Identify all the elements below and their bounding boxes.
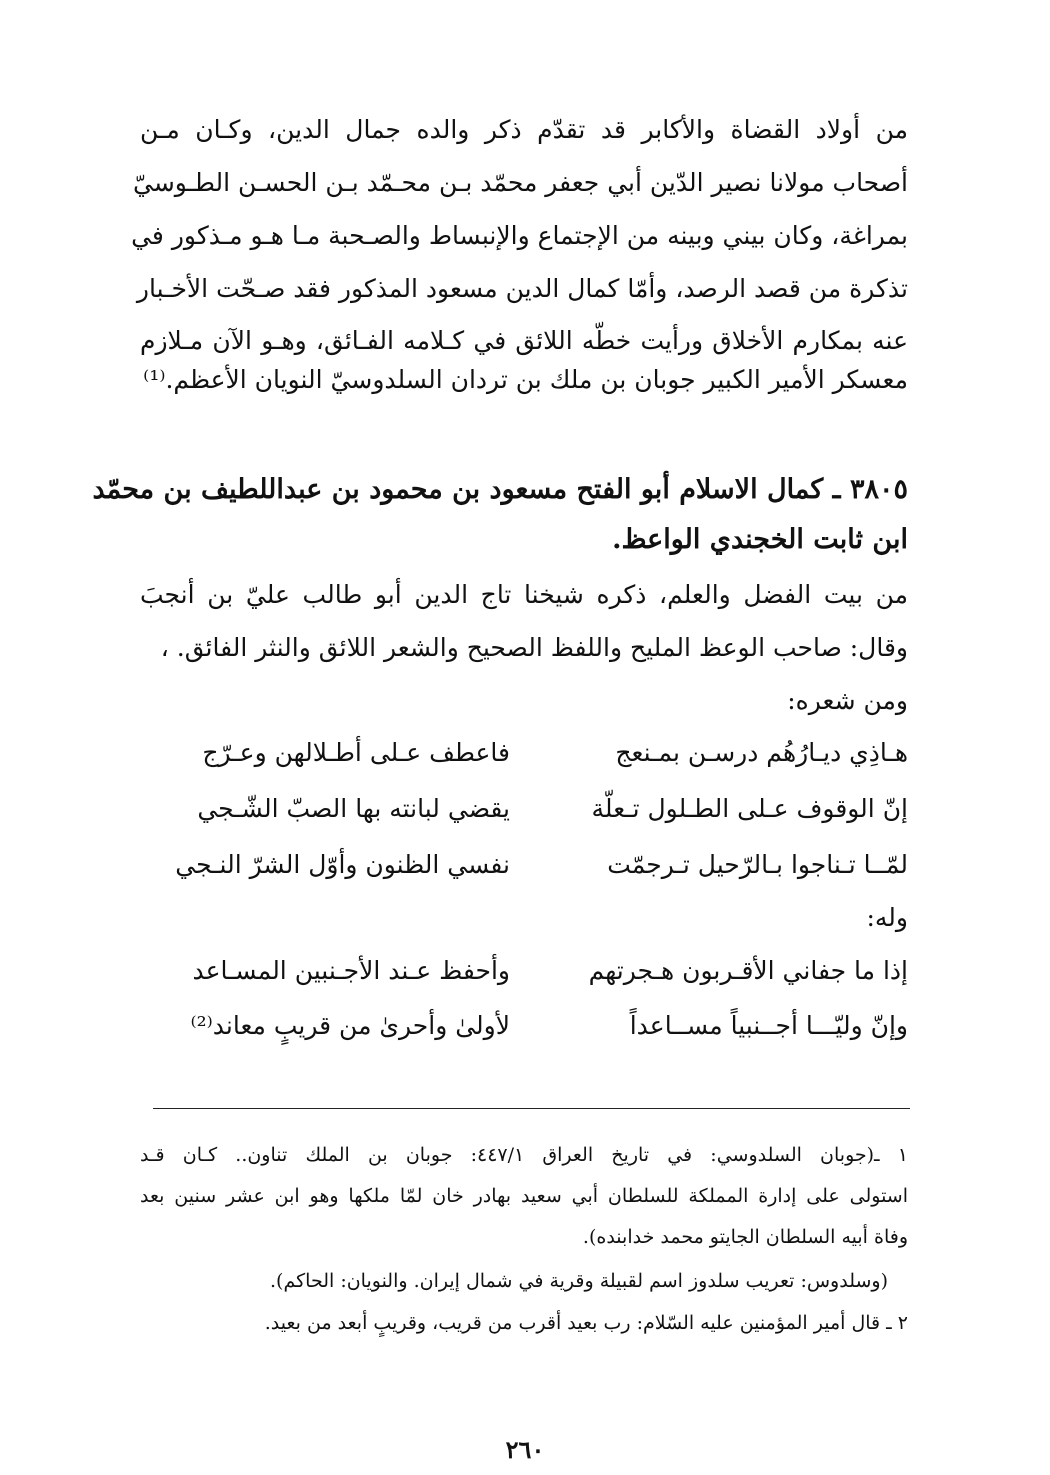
verse-first-hemistich: إنّ الوقوف عـلى الطـلول تـعلّة (591, 794, 908, 823)
body-line-last: معسكر الأمير الكبير جوبان بن ملك بن تردان السلدوسيّ النويان الأعظم.⁽¹⁾ (143, 365, 908, 394)
footnote-line: ٢ ـ قال أمير المؤمنين عليه السّلام: رب بعيد أقرب من قريب، وقريبٍ أبعد من بعيد. (264, 1312, 908, 1334)
poem2-intro: وله: (866, 903, 908, 932)
verse-first-hemistich: إذا ما جفاني الأقـربون هـجرتهم (588, 956, 908, 985)
entry-heading-continued: ابن ثابت الخجندي الواعظ. (612, 524, 908, 555)
body-line: بمراغة، وكان بيني وبينه من الإجتماع والإنبساط والصـحبة مـا هـو مـذكور في (131, 221, 908, 250)
page-number: ٢٦٠ (505, 1435, 545, 1464)
verse-second-hemistich: لأولىٰ وأحرىٰ من قريبٍ معاند⁽²⁾ (190, 1011, 510, 1040)
verse-second-hemistich: وأحفظ عـند الأجـنبين المسـاعد (192, 956, 510, 985)
verse-first-hemistich: وإنّ وليّـــا أجــنبياً مســاعداً (629, 1011, 908, 1040)
body-line: عنه بمكارم الأخلاق ورأيت خطّه اللائق في كـلامه الفـائق، وهـو الآن مـلازم (140, 326, 908, 355)
footnote-line: وفاة أبيه السلطان الجايتو محمد خدابنده). (582, 1226, 908, 1248)
body-line: من أولاد القضاة والأكابر قد تقدّم ذكر والده جمال الدين، وكـان مـن (140, 115, 908, 144)
verse-second-hemistich: يقضي لبانته بها الصبّ الشّـجي (197, 794, 510, 823)
body-line: أصحاب مولانا نصير الدّين أبي جعفر محمّد بـن محـمّد بـن الحسـن الطـوسيّ (133, 168, 908, 197)
poem-intro: ومن شعره: (787, 686, 908, 715)
entry-text-line: من بيت الفضل والعلم، ذكره شيخنا تاج الدين أبو طالب عليّ بن أنجبَ (140, 580, 908, 609)
verse-second-hemistich: نفسي الظنون وأوّل الشرّ النـجي (175, 850, 510, 879)
footnote-line: (وسلدوس: تعريب سلدوز اسم لقبيلة وقرية في شمال إيران. والنويان: الحاكم). (270, 1270, 888, 1292)
footnote-line: ١ ـ(جوبان السلدوسي: في تاريخ العراق ٤٤٧/١: جوبان بن الملك تناون.. كـان قـد (140, 1144, 908, 1166)
body-line: تذكرة من قصد الرصد، وأمّا كمال الدين مسعود المذكور فقد صـحّت الأخـبار (136, 274, 908, 303)
footnote-divider (153, 1108, 910, 1109)
verse-first-hemistich: لمّــا تـناجوا بـالرّحيل تـرجمّت (607, 850, 908, 879)
entry-text-line: وقال: صاحب الوعظ المليح واللفظ الصحيح والشعر اللائق والنثر الفائق. ، (160, 633, 908, 662)
verse-first-hemistich: هـاذِي ديـارُهُم درسـن بمـنعج (615, 738, 908, 767)
footnote-line: استولى على إدارة المملكة للسلطان أبي سعيد بهادر خان لمّا ملكها وهو ابن عشر سنين بعد (140, 1185, 908, 1207)
entry-heading: ٣٨٠٥ ـ كمال الاسلام أبو الفتح مسعود بن محمود بن عبداللطيف بن محمّد (92, 474, 908, 505)
verse-second-hemistich: فاعطف عـلى أطـلالهن وعـرّج (202, 738, 510, 767)
